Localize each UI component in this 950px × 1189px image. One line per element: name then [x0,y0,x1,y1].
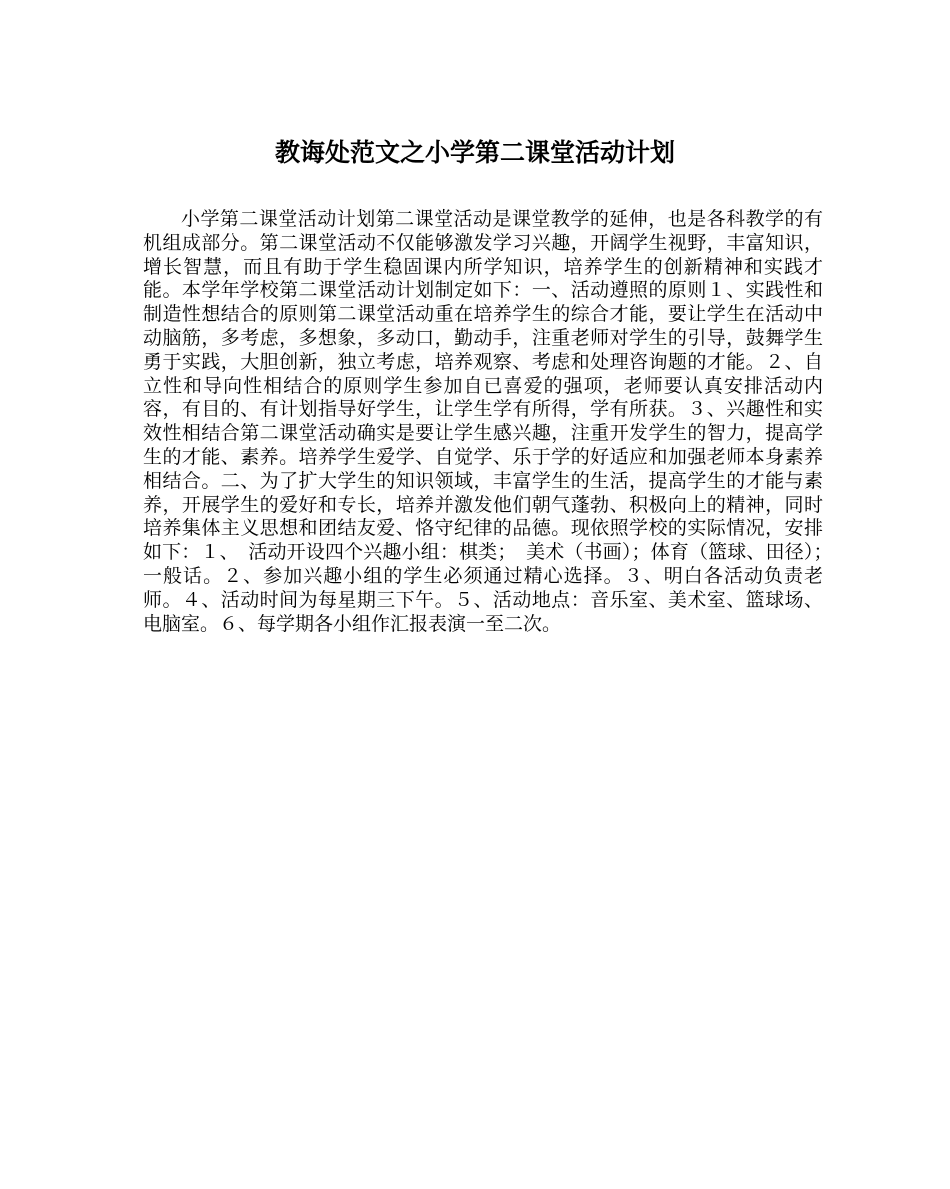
document-title: 教诲处范文之小学第二课堂活动计划 [274,138,675,167]
document-body-paragraph: 小学第二课堂活动计划第二课堂活动是课堂教学的延伸，也是各科教学的有机组成部分。第二课堂活动不仅能够激发学习兴趣，开阔学生视野，丰富知识，增长智慧，而且有助于学生稳固课内所学知识，培养学生的创新精神和实践才能。本学年学校第二课堂活动计划制定如下：一、活动遵照的原则１、实践性和制造性想结合的原则第二课堂活动重在培养学生的综合才能，要让学生在活动中动脑筋，多考虑，多想象，多动口，勤动手，注重老师对学生的引导，鼓舞学生勇于实践，大胆创新，独立考虑，培养观察、考虑和处理咨询题的才能。２、自立性和导向性相结合的原则学生参加自已喜爱的强项，老师要认真安排活动内容，有目的、有计划指导好学生，让学生学有所得，学有所获。３、兴趣性和实效性相结合第二课堂活动确实是要让学生感兴趣，注重开发学生的智力，提高学生的才能、素养。培养学生爱学、自觉学、乐于学的好适应和加强老师本身素养相结合。二、为了扩大学生的知识领域，丰富学生的生活，提高学生的才能与素养，开展学生的爱好和专长，培养并激发他们朝气蓬勃、积极向上的精神，同时培养集体主义思想和团结友爱、恪守纪律的品德。现依照学校的实际情况，安排如下：１、 活动开设四个兴趣小组：棋类； 美术（书画）；体育（篮球、田径）； 一般话。２、参加兴趣小组的学生必须通过精心选择。３、明白各活动负责老师。４、活动时间为每星期三下午。５、活动地点：音乐室、美术室、篮球场、电脑室。６、每学期各小组作汇报表演一至二次。 [143,208,881,635]
